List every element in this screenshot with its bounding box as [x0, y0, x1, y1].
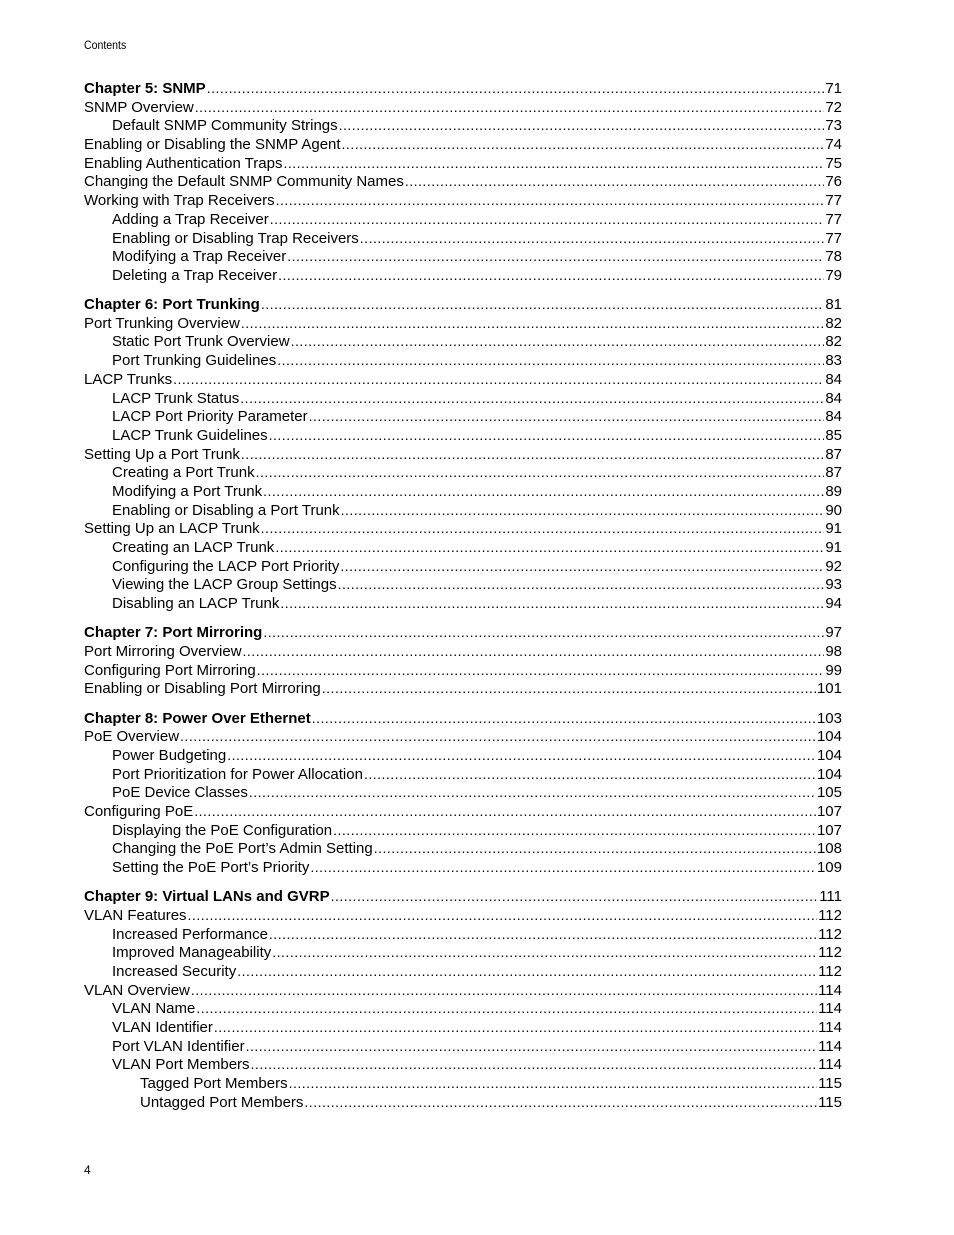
toc-entry-page: 72 [825, 98, 842, 116]
toc-entry-page: 103 [816, 709, 842, 727]
toc-entry-title: Creating a Port Trunk [112, 464, 255, 482]
dot-leader [241, 445, 824, 464]
dot-leader [207, 79, 825, 98]
dot-leader [322, 679, 816, 698]
toc-entry[interactable] [84, 463, 842, 482]
toc-entry-page: 108 [816, 840, 842, 858]
toc-entry[interactable] [84, 370, 842, 389]
toc-entry-page: 107 [816, 802, 842, 820]
toc-entry-page: 111 [819, 888, 842, 906]
toc-entry[interactable] [84, 135, 842, 154]
toc-entry-page: 82 [825, 314, 842, 332]
toc-entry-title: Configuring the LACP Port Priority [112, 557, 340, 575]
toc-entry-page: 114 [818, 1037, 842, 1055]
toc-entry[interactable] [84, 98, 842, 117]
toc-entry[interactable] [84, 765, 842, 784]
toc-entry-title: Power Budgeting [112, 746, 227, 764]
dot-leader [249, 783, 816, 802]
toc-entry-title: Untagged Port Members [140, 1093, 304, 1111]
dot-leader [310, 858, 816, 877]
dot-leader [269, 925, 817, 944]
toc-entry[interactable] [84, 172, 842, 191]
dot-leader [214, 1018, 817, 1037]
toc-entry-title: PoE Device Classes [112, 784, 248, 802]
toc-entry-title: Modifying a Trap Receiver [112, 248, 287, 266]
dot-leader [269, 426, 825, 445]
toc-entry-page: 93 [825, 576, 842, 594]
toc-entry[interactable] [84, 594, 842, 613]
toc-entry[interactable] [84, 746, 842, 765]
dot-leader [287, 247, 824, 266]
toc-entry[interactable] [84, 389, 842, 408]
toc-entry-page: 91 [825, 539, 842, 556]
dot-leader [333, 821, 816, 840]
toc-entry-title: Changing the Default SNMP Community Names [84, 173, 404, 191]
dot-leader [405, 172, 824, 191]
toc-entry-title: VLAN Name [112, 1000, 196, 1018]
toc-entry[interactable] [84, 679, 842, 698]
toc-entry[interactable] [84, 229, 842, 248]
toc-section [84, 623, 842, 698]
dot-leader [338, 575, 825, 594]
dot-leader [180, 727, 816, 746]
toc-entry-title: Enabling or Disabling the SNMP Agent [84, 136, 341, 154]
dot-leader [261, 295, 824, 314]
toc-entry-page: 75 [825, 154, 842, 172]
dot-leader [227, 746, 816, 765]
toc-entry-page: 114 [818, 1019, 842, 1036]
toc-entry-title: Chapter 8: Power Over Ethernet [84, 709, 311, 727]
toc-entry-page: 73 [825, 117, 842, 135]
toc-chapter-entry[interactable] [84, 79, 842, 98]
toc-entry[interactable] [84, 407, 842, 426]
toc-entry[interactable] [84, 191, 842, 210]
toc-entry[interactable] [84, 116, 842, 135]
dot-leader [243, 642, 825, 661]
toc-entry[interactable] [84, 575, 842, 594]
toc-entry-title: Chapter 6: Port Trunking [84, 296, 260, 314]
toc-entry-title: SNMP Overview [84, 98, 194, 116]
toc-entry[interactable] [84, 906, 842, 925]
toc-entry-title: Creating an LACP Trunk [112, 539, 275, 556]
toc-entry-page: 104 [816, 746, 842, 764]
toc-entry-title: Enabling or Disabling Port Mirroring [84, 680, 321, 698]
dot-leader [270, 210, 825, 229]
toc-entry-title: Increased Performance [112, 925, 268, 943]
toc-entry-title: Improved Manageability [112, 944, 272, 962]
dot-leader [173, 370, 824, 389]
toc-entry-page: 114 [818, 1056, 842, 1074]
toc-entry-page: 85 [825, 426, 842, 444]
toc-entry[interactable] [84, 999, 842, 1018]
toc-entry-title: Viewing the LACP Group Settings [112, 576, 337, 594]
toc-entry[interactable] [84, 154, 842, 173]
toc-entry-page: 79 [825, 266, 842, 284]
dot-leader [374, 839, 816, 858]
toc-entry[interactable] [84, 727, 842, 746]
toc-entry-page: 71 [825, 80, 842, 97]
toc-entry-page: 109 [816, 859, 842, 876]
toc-entry-title: VLAN Features [84, 906, 187, 924]
toc-entry-title: Working with Trap Receivers [84, 192, 275, 210]
toc-entry-page: 99 [825, 661, 842, 679]
toc-entry-title: LACP Port Priority Parameter [112, 408, 308, 426]
toc-entry[interactable] [84, 314, 842, 333]
dot-leader [340, 557, 824, 576]
dot-leader [261, 519, 825, 538]
toc-entry-page: 77 [825, 192, 842, 210]
toc-entry[interactable] [84, 426, 842, 445]
toc-entry-page: 112 [818, 944, 842, 962]
dot-leader [240, 389, 824, 408]
toc-entry[interactable] [84, 332, 842, 351]
dot-leader [312, 709, 816, 728]
dot-leader [257, 661, 825, 680]
toc-entry[interactable] [84, 1037, 842, 1056]
toc-entry-page: 112 [818, 906, 842, 924]
dot-leader [342, 135, 825, 154]
toc-entry-page: 83 [825, 352, 842, 370]
toc-entry[interactable] [84, 943, 842, 962]
toc-entry-title: Static Port Trunk Overview [112, 333, 290, 351]
toc-entry-page: 87 [825, 464, 842, 482]
dot-leader [276, 191, 825, 210]
running-header: Contents [84, 38, 127, 52]
dot-leader [304, 1093, 817, 1112]
toc-entry[interactable] [84, 557, 842, 576]
toc-entry-page: 104 [816, 765, 842, 783]
toc-entry-title: Chapter 9: Virtual LANs and GVRP [84, 888, 330, 906]
toc-entry-title: Port VLAN Identifier [112, 1037, 245, 1055]
table-of-contents [84, 79, 842, 1122]
toc-entry-title: Tagged Port Members [140, 1075, 288, 1093]
toc-entry[interactable] [84, 821, 842, 840]
toc-entry[interactable] [84, 661, 842, 680]
toc-entry-title: Enabling or Disabling a Port Trunk [112, 501, 340, 519]
toc-entry-title: Modifying a Port Trunk [112, 482, 263, 500]
toc-entry-title: PoE Overview [84, 728, 180, 746]
toc-entry-title: VLAN Port Members [112, 1056, 250, 1074]
toc-entry-title: Deleting a Trap Receiver [112, 266, 278, 284]
toc-entry[interactable] [84, 981, 842, 1000]
toc-entry-page: 84 [825, 408, 842, 426]
toc-entry-page: 112 [818, 962, 842, 980]
toc-entry[interactable] [84, 519, 842, 538]
dot-leader [263, 482, 824, 501]
toc-entry-page: 107 [816, 821, 842, 839]
toc-entry-page: 105 [816, 784, 842, 802]
toc-entry-title: Chapter 7: Port Mirroring [84, 624, 263, 642]
toc-entry-page: 91 [825, 520, 842, 538]
toc-entry-title: Displaying the PoE Configuration [112, 821, 333, 839]
toc-entry[interactable] [84, 962, 842, 981]
toc-entry-title: Port Trunking Guidelines [112, 352, 277, 370]
toc-entry-title: Port Prioritization for Power Allocation [112, 765, 363, 783]
toc-entry[interactable] [84, 642, 842, 661]
toc-entry-title: Configuring Port Mirroring [84, 661, 256, 679]
toc-entry-page: 76 [825, 173, 842, 191]
toc-entry-page: 81 [825, 296, 842, 314]
toc-chapter-entry[interactable] [84, 709, 842, 728]
toc-entry-title: Increased Security [112, 962, 237, 980]
toc-entry[interactable] [84, 247, 842, 266]
toc-entry-page: 92 [825, 557, 842, 575]
toc-entry[interactable] [84, 1018, 842, 1037]
toc-entry[interactable] [84, 445, 842, 464]
toc-entry-title: Changing the PoE Port’s Admin Setting [112, 840, 373, 858]
toc-entry-title: Default SNMP Community Strings [112, 117, 338, 135]
toc-entry-page: 98 [825, 642, 842, 660]
toc-entry-page: 87 [825, 445, 842, 463]
toc-entry-page: 77 [825, 229, 842, 247]
toc-entry-title: Setting Up an LACP Trunk [84, 520, 260, 538]
dot-leader [275, 538, 824, 557]
dot-leader [360, 229, 825, 248]
toc-chapter-entry[interactable] [84, 887, 842, 906]
dot-leader [194, 802, 816, 821]
dot-leader [196, 999, 817, 1018]
dot-leader [283, 154, 824, 173]
toc-entry[interactable] [84, 1074, 842, 1093]
toc-entry-page: 89 [825, 482, 842, 500]
toc-entry-page: 114 [818, 1000, 842, 1018]
toc-entry-title: LACP Trunk Status [112, 389, 240, 407]
dot-leader [263, 623, 824, 642]
toc-entry-title: LACP Trunks [84, 370, 173, 388]
toc-entry-title: Setting Up a Port Trunk [84, 445, 240, 463]
toc-entry-title: Chapter 5: SNMP [84, 80, 206, 97]
toc-entry-page: 78 [825, 248, 842, 266]
dot-leader [237, 962, 817, 981]
toc-entry-page: 112 [818, 925, 842, 943]
toc-entry[interactable] [84, 482, 842, 501]
toc-entry-page: 74 [825, 136, 842, 154]
dot-leader [241, 314, 824, 333]
dot-leader [339, 116, 825, 135]
toc-entry-title: LACP Trunk Guidelines [112, 426, 268, 444]
toc-entry-title: VLAN Identifier [112, 1019, 213, 1036]
toc-entry[interactable] [84, 925, 842, 944]
page-number: 4 [84, 1163, 91, 1177]
toc-entry[interactable] [84, 783, 842, 802]
toc-entry[interactable] [84, 1093, 842, 1112]
toc-section [84, 887, 842, 1111]
toc-entry-title: Port Mirroring Overview [84, 642, 242, 660]
toc-entry[interactable] [84, 501, 842, 520]
toc-entry[interactable] [84, 266, 842, 285]
toc-section [84, 79, 842, 285]
toc-entry-title: VLAN Overview [84, 981, 190, 999]
dot-leader [341, 501, 825, 520]
toc-chapter-entry[interactable] [84, 295, 842, 314]
toc-entry-page: 115 [818, 1075, 842, 1093]
toc-section [84, 709, 842, 877]
dot-leader [188, 906, 818, 925]
dot-leader [195, 98, 825, 117]
toc-entry-page: 82 [825, 333, 842, 351]
toc-section [84, 295, 842, 613]
toc-entry[interactable] [84, 210, 842, 229]
toc-entry-title: Adding a Trap Receiver [112, 210, 269, 228]
toc-entry-page: 77 [825, 210, 842, 228]
toc-entry[interactable] [84, 538, 842, 557]
dot-leader [291, 332, 825, 351]
toc-entry[interactable] [84, 839, 842, 858]
toc-entry-page: 97 [825, 624, 842, 642]
dot-leader [251, 1055, 818, 1074]
toc-entry-page: 84 [825, 389, 842, 407]
toc-entry-page: 114 [818, 981, 842, 999]
toc-entry-title: Port Trunking Overview [84, 314, 240, 332]
toc-entry-title: Enabling Authentication Traps [84, 154, 283, 172]
toc-entry-page: 101 [816, 680, 842, 698]
toc-entry[interactable] [84, 351, 842, 370]
dot-leader [280, 594, 824, 613]
dot-leader [191, 981, 817, 1000]
dot-leader [289, 1074, 818, 1093]
toc-entry-title: Setting the PoE Port’s Priority [112, 859, 310, 876]
dot-leader [277, 351, 824, 370]
toc-entry-page: 90 [825, 501, 842, 519]
dot-leader [364, 765, 816, 784]
dot-leader [272, 943, 817, 962]
dot-leader [256, 463, 825, 482]
toc-chapter-entry[interactable] [84, 623, 842, 642]
toc-entry-page: 104 [816, 728, 842, 746]
toc-entry-title: Configuring PoE [84, 802, 194, 820]
toc-entry[interactable] [84, 802, 842, 821]
dot-leader [331, 887, 819, 906]
toc-entry-page: 84 [825, 370, 842, 388]
toc-entry-title: Disabling an LACP Trunk [112, 595, 280, 613]
toc-entry-title: Enabling or Disabling Trap Receivers [112, 229, 359, 247]
dot-leader [278, 266, 824, 285]
toc-entry-page: 94 [825, 595, 842, 613]
dot-leader [309, 407, 825, 426]
toc-entry-page: 115 [818, 1093, 842, 1111]
dot-leader [246, 1037, 818, 1056]
toc-entry[interactable] [84, 1055, 842, 1074]
toc-entry[interactable] [84, 858, 842, 877]
